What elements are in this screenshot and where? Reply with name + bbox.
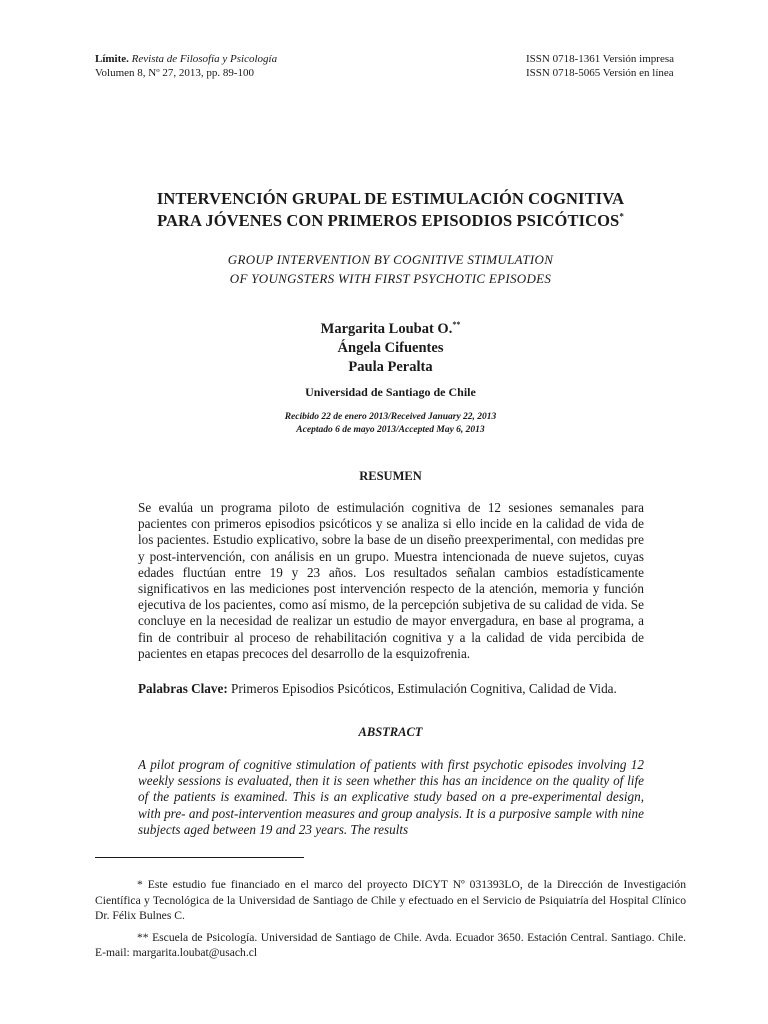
author-list (95, 320, 686, 377)
issn-print: ISSN 0718-1361 Versión impresa (526, 53, 674, 65)
author-2: Ángela Cifuentes (337, 340, 444, 356)
received-date: Recibido 22 de enero 2013/Received January 22, 2013 (284, 412, 497, 422)
title-footnote-mark: * (619, 211, 624, 222)
footnote-2: ** Escuela de Psicología. Universidad de Santiago de Chile. Avda. Ecuador 3650. Estación Central. Santiago. Chile. E-mail: margarita.loubat@usach.cl (95, 930, 686, 959)
abstract-heading: ABSTRACT (358, 725, 423, 739)
journal-subtitle: Revista de Filosofía y Psicología (131, 53, 278, 65)
footnote-1: * Este estudio fue financiado en el marco del proyecto DICYT Nº 031393LO, de la Dirección de Investigación Científica y Tecnológica de la Universidad de Santiago de Chile y efectuado en el Servicio de Psiquiatría del Hospital Clínico Dr. Félix Bulnes C. (95, 878, 686, 922)
title-english-line1: GROUP INTERVENTION BY COGNITIVE STIMULATION (227, 252, 554, 267)
title-spanish (95, 188, 686, 232)
journal-name: Límite. (95, 53, 129, 65)
author-3: Paula Peralta (348, 359, 433, 375)
author-1: Margarita Loubat O. (320, 321, 453, 337)
accepted-date: Aceptado 6 de mayo 2013/Accepted May 6, 2013 (296, 425, 485, 435)
resumen-paragraph: Se evalúa un programa piloto de estimulación cognitiva de 12 sesiones semanales para pacientes con primeros episodios psicóticos y se analiza si ello incide en la calidad de vida de los pacientes. Estudio explicativo, sobre la base de un diseño preexperimental, con medidas pre y post-intervención, con análisis en un grupo. Muestra intencionada de nueve sujetos, cuyas edades fluctúan entre 19 y 23 años. Los resultados señalan cambios estadísticamente significativos en las mediciones post intervención respecto de la atención, memoria y función ejecutiva de los pacientes, como así mismo, de la percepción subjetiva de su calidad de vida. Se concluye en la necesidad de realizar un estudio de mayor envergadura, en base al programa, a fin de contribuir al proceso de rehabilitación cognitiva y a la calidad de vida percibida de pacientes en etapas precoces del desarrollo de la esquizofrenia. (138, 500, 644, 661)
title-english-line2: OF YOUNGSTERS WITH FIRST PSYCHOTIC EPISODES (229, 271, 552, 286)
affiliation: Universidad de Santiago de Chile (305, 385, 476, 399)
title-english (95, 250, 686, 288)
author-1-footnote-mark: ** (452, 320, 461, 330)
submission-dates (95, 411, 686, 437)
issn-block (526, 52, 686, 80)
volume-info: Volumen 8, Nº 27, 2013, pp. 89-100 (95, 67, 255, 79)
keywords (138, 681, 644, 697)
issn-online: ISSN 0718-5065 Versión en línea (526, 67, 674, 79)
keywords-label: Palabras Clave: (138, 681, 228, 696)
keywords-list: Primeros Episodios Psicóticos, Estimulación Cognitiva, Calidad de Vida. (231, 681, 617, 696)
title-spanish-line2: PARA JÓVENES CON PRIMEROS EPISODIOS PSICÓTICOS (157, 211, 620, 230)
footnotes (95, 877, 686, 961)
abstract-paragraph: A pilot program of cognitive stimulation of patients with first psychotic episodes involving 12 weekly sessions is evaluated, then it is seen whether this has an incidence on the quality of life of the patients is examined. This is an explicative study based on a pre-experimental design, with pre- and post-intervention measures and group analysis. It is a purposive sample with nine subjects aged between 19 and 23 years. The results (138, 757, 644, 837)
resumen-heading: RESUMEN (359, 469, 422, 483)
title-spanish-line1: INTERVENCIÓN GRUPAL DE ESTIMULACIÓN COGNITIVA (156, 189, 625, 208)
journal-citation (95, 52, 395, 80)
footnote-divider (95, 857, 304, 858)
